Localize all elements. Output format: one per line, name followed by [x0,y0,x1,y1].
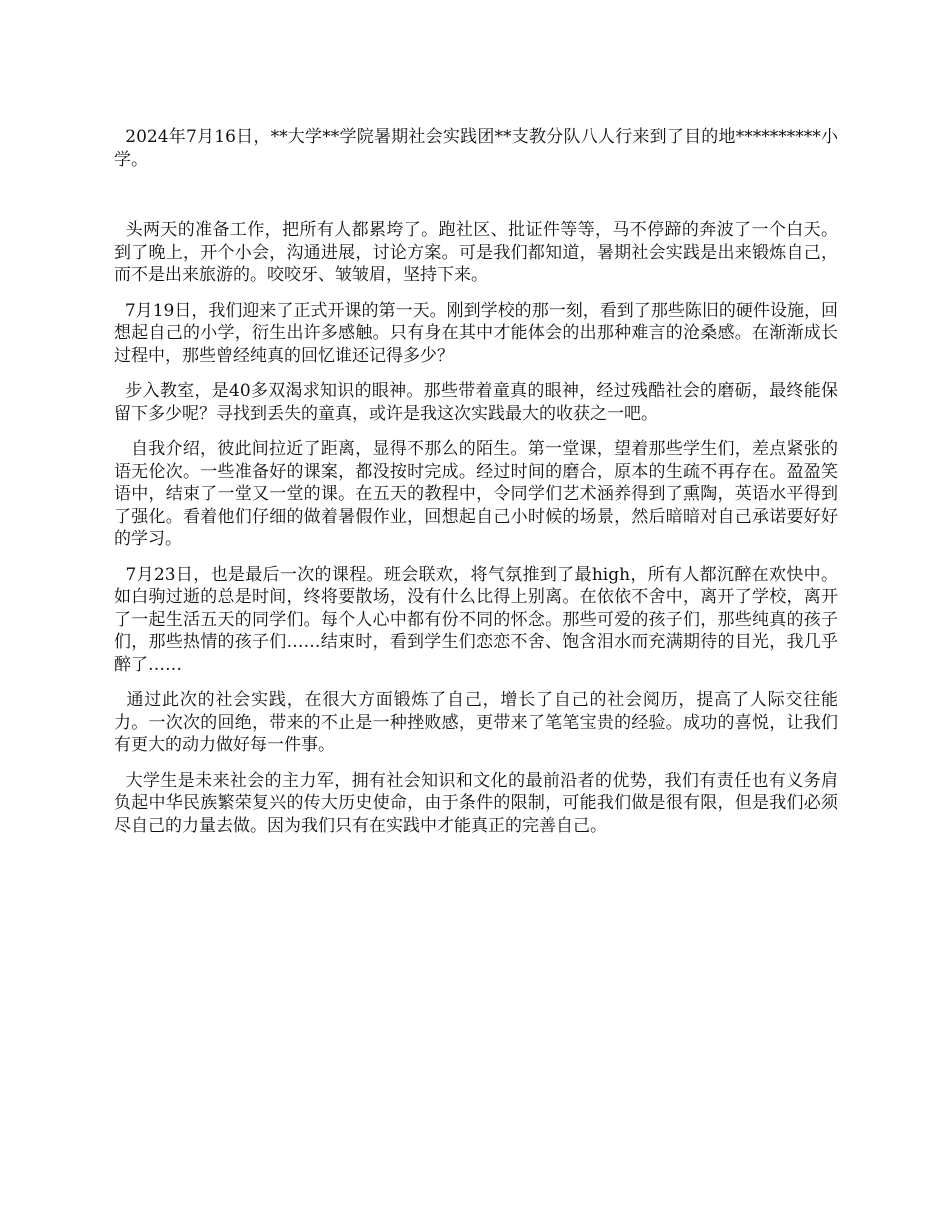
paragraph-classroom: 步入教室，是40多双渴求知识的眼神。那些带着童真的眼神，经过残酷社会的磨砺，最终能保留下多少呢？寻找到丢失的童真，或许是我这次实践最大的收获之一吧。 [114,381,838,424]
document-body [114,126,838,850]
paragraph-arrival: 2024年7月16日，**大学**学院暑期社会实践团**支教分队八人行来到了目的地**********小学。 [114,127,838,170]
paragraph-last-class: 7月23日，也是最后一次的课程。班会联欢，将气氛推到了最high，所有人都沉醉在欢快中。如白驹过逝的总是时间，终将要散场，没有什么比得上别离。在依依不舍中，离开了学校，离开了一起生活五天的同学们。每个人心中都有份不同的怀念。那些可爱的孩子们，那些纯真的孩子们，那些热情的孩子们……结束时，看到学生们恋恋不舍、饱含泪水而充满期待的目光，我几乎醉了…… [114,564,838,675]
paragraph-preparation: 头两天的准备工作，把所有人都累垮了。跑社区、批证件等等，马不停蹄的奔波了一个白天。到了晚上，开个小会，沟通进展，讨论方案。可是我们都知道，暑期社会实践是出来锻炼自己，而不是出来旅游的。咬咬牙、皱皱眉，坚持下来。 [114,220,839,285]
paragraph-reflection: 通过此次的社会实践，在很大方面锻炼了自己，增长了自己的社会阅历，提高了人际交往能力。一次次的回绝，带来的不止是一种挫败感，更带来了笔笔宝贵的经验。成功的喜悦，让我们有更大的动力做好每一件事。 [114,690,839,755]
paragraph-introduction: 自我介绍，彼此间拉近了距离，显得不那么的陌生。第一堂课，望着那些学生们，差点紧张的语无伦次。一些准备好的课案，都没按时完成。经过时间的磨合，原本的生疏不再存在。盈盈笑语中，结束了一堂又一堂的课。在五天的教程中，令同学们艺术涵养得到了熏陶，英语水平得到了强化。看着他们仔细的做着暑假作业，回想起自己小时候的场景，然后暗暗对自己承诺要好好的学习。 [114,439,838,549]
paragraph-conclusion: 大学生是未来社会的主力军，拥有社会知识和文化的最前沿者的优势，我们有责任也有义务肩负起中华民族繁荣复兴的传大历史使命，由于条件的限制，可能我们做是很有限，但是我们必须尽自己的力量去做。因为我们只有在实践中才能真正的完善自己。 [114,770,839,836]
paragraph-first-day: 7月19日，我们迎来了正式开课的第一天。刚到学校的那一刻，看到了那些陈旧的硬件设施，回想起自己的小学，衍生出许多感触。只有身在其中才能体会的出那种难言的沧桑感。在渐渐成长过程中，那些曾经纯真的回忆谁还记得多少？ [114,300,838,366]
